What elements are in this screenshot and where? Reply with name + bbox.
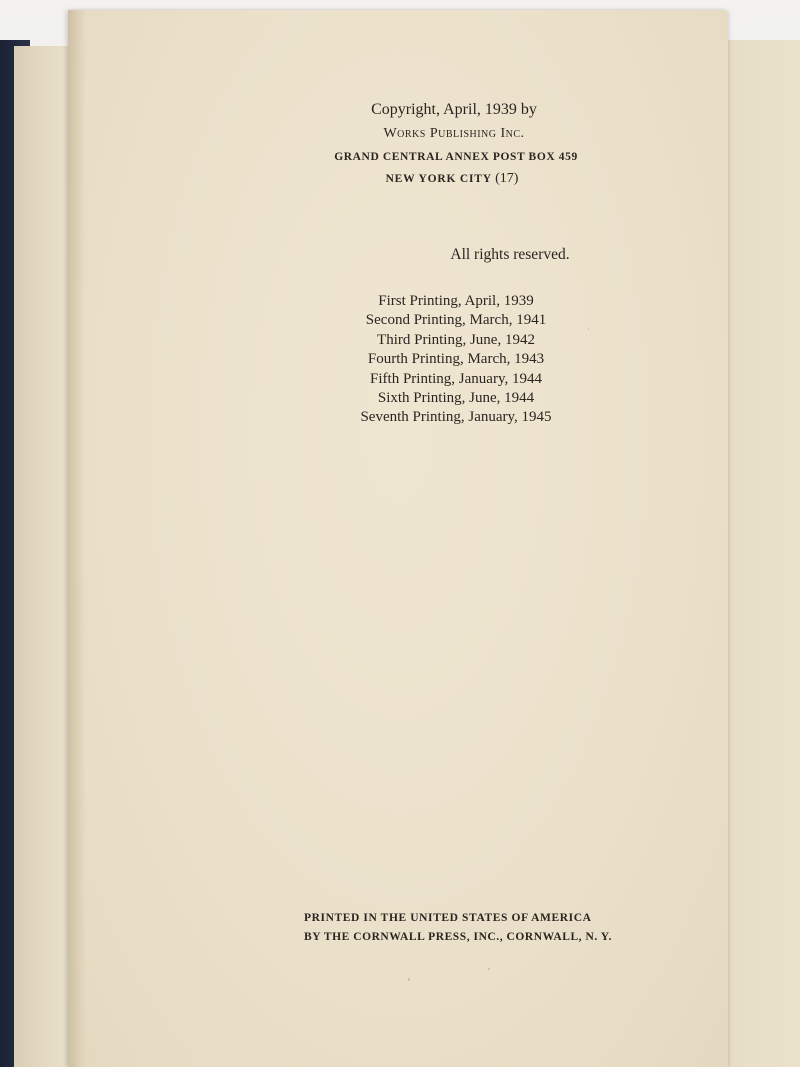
copyright-page — [68, 10, 728, 1067]
copyright-block — [68, 98, 728, 190]
publisher-address: GRAND CENTRAL ANNEX POST BOX 459 — [334, 151, 578, 163]
copyright-line: Copyright, April, 1939 by — [371, 101, 537, 118]
printing-line: Third Printing, June, 1942 — [377, 331, 535, 348]
publisher-name: Works Publishing Inc. — [383, 126, 525, 141]
imprint-line-1: PRINTED IN THE UNITED STATES OF AMERICA — [304, 912, 592, 924]
printing-line: Seventh Printing, January, 1945 — [360, 409, 552, 426]
publisher-city-line — [176, 168, 728, 190]
left-page-edge — [14, 46, 74, 1067]
paper-speck — [588, 328, 589, 330]
printing-line: First Printing, April, 1939 — [378, 293, 534, 309]
printing-history — [346, 292, 566, 428]
printing-line: Fifth Printing, January, 1944 — [370, 370, 542, 387]
publisher-city-zone: (17) — [495, 171, 519, 186]
printing-line: Second Printing, March, 1941 — [365, 312, 547, 329]
printing-line: Fourth Printing, March, 1943 — [367, 351, 545, 368]
rights-reserved: All rights reserved. — [450, 246, 570, 263]
paper-speck — [408, 978, 410, 981]
imprint-line-2: BY THE CORNWALL PRESS, INC., CORNWALL, N. Y. — [304, 931, 613, 943]
printer-imprint — [304, 909, 612, 947]
publisher-city: NEW YORK CITY — [385, 173, 492, 185]
printing-line: Sixth Printing, June, 1944 — [377, 390, 535, 407]
paper-speck — [488, 968, 490, 970]
